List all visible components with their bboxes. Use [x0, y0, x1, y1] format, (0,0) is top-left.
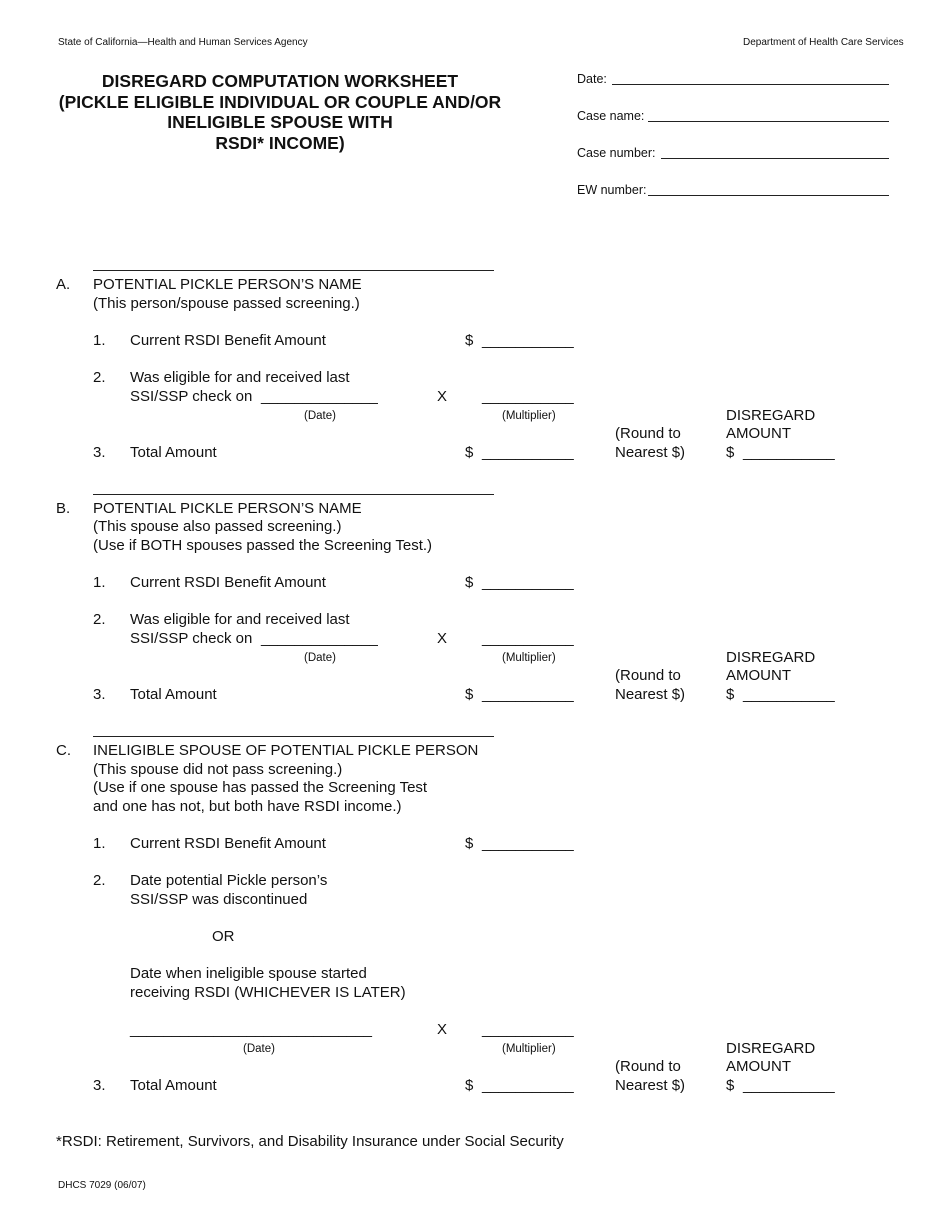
- section-b-name-label: POTENTIAL PICKLE PERSON’S NAME: [93, 500, 362, 517]
- section-b-item1-label: Current RSDI Benefit Amount: [130, 574, 326, 591]
- ew-number-label: EW number:: [577, 183, 647, 197]
- section-b-letter: B.: [56, 500, 71, 517]
- section-a-total-field[interactable]: ___________: [482, 444, 574, 461]
- section-a-item2-date-field[interactable]: ______________: [261, 388, 378, 405]
- section-c-item2-num: 2.: [93, 872, 106, 889]
- form-number: DHCS 7029 (06/07): [58, 1180, 146, 1191]
- section-b-item3-num: 3.: [93, 686, 106, 703]
- section-a-name-field[interactable]: [93, 270, 494, 271]
- agency-left: State of California—Health and Human Services Agency: [58, 37, 308, 48]
- section-c-date-field[interactable]: _____________________________: [130, 1021, 372, 1038]
- section-c-total-dollar: $: [465, 1077, 474, 1094]
- section-c-total-field[interactable]: ___________: [482, 1077, 574, 1094]
- section-c-date-note: (Date): [243, 1043, 275, 1055]
- date-field[interactable]: [612, 84, 889, 85]
- section-c-item2-line1: Date potential Pickle person’s: [130, 872, 328, 889]
- section-c-amount: AMOUNT: [726, 1058, 791, 1075]
- section-b-item2-line2: SSI/SSP check on: [130, 630, 253, 647]
- section-c-disregard-dollar: $: [726, 1077, 735, 1094]
- section-b-total-field[interactable]: ___________: [482, 686, 574, 703]
- section-a-item1-label: Current RSDI Benefit Amount: [130, 332, 326, 349]
- title-line-2: (PICKLE ELIGIBLE INDIVIDUAL OR COUPLE AND/OR: [58, 91, 502, 112]
- section-b-round-to: (Round to: [615, 667, 681, 684]
- section-a-letter: A.: [56, 276, 71, 293]
- date-label: Date:: [577, 72, 607, 86]
- section-c-note-3: and one has not, but both have RSDI income.): [93, 798, 402, 815]
- ew-number-field[interactable]: [648, 195, 889, 196]
- section-b-disregard-dollar: $: [726, 686, 735, 703]
- section-c-note-1: (This spouse did not pass screening.): [93, 761, 343, 778]
- section-b-item1-dollar: $: [465, 574, 474, 591]
- section-c-item1-num: 1.: [93, 835, 106, 852]
- section-a-item2-line2: SSI/SSP check on: [130, 388, 253, 405]
- section-a-disregard: DISREGARD: [726, 407, 816, 424]
- section-c-nearest: Nearest $): [615, 1077, 686, 1094]
- section-b-item2-num: 2.: [93, 611, 106, 628]
- case-number-label: Case number:: [577, 146, 656, 160]
- section-c-item1-label: Current RSDI Benefit Amount: [130, 835, 326, 852]
- case-name-label: Case name:: [577, 109, 645, 123]
- section-c-item1-dollar: $: [465, 835, 474, 852]
- section-a-note-1: (This person/spouse passed screening.): [93, 295, 360, 312]
- section-b-item2-date-field[interactable]: ______________: [261, 630, 378, 647]
- section-c-note-2: (Use if one spouse has passed the Screening Test: [93, 779, 428, 796]
- section-b-amount: AMOUNT: [726, 667, 791, 684]
- section-a-multiplier-note: (Multiplier): [502, 410, 556, 422]
- section-c-item3-num: 3.: [93, 1077, 106, 1094]
- section-a-nearest: Nearest $): [615, 444, 686, 461]
- form-title: [45, 71, 515, 153]
- title-line-3: INELIGIBLE SPOUSE WITH: [167, 112, 393, 132]
- section-b-disregard: DISREGARD: [726, 649, 816, 666]
- footnote: *RSDI: Retirement, Survivors, and Disability Insurance under Social Security: [56, 1133, 564, 1150]
- section-a-item3-num: 3.: [93, 444, 106, 461]
- section-b-name-field[interactable]: [93, 494, 494, 495]
- section-a-item3-label: Total Amount: [130, 444, 217, 461]
- section-a-total-dollar: $: [465, 444, 474, 461]
- section-c-multiplier-field[interactable]: ___________: [482, 1021, 574, 1038]
- section-a-item2-line1: Was eligible for and received last: [130, 369, 350, 386]
- title-line-1: DISREGARD COMPUTATION WORKSHEET: [101, 71, 459, 91]
- section-c-item2-alt-line2: receiving RSDI (WHICHEVER IS LATER): [130, 984, 406, 1001]
- section-a-name-label: POTENTIAL PICKLE PERSON’S NAME: [93, 276, 362, 293]
- section-b-total-dollar: $: [465, 686, 474, 703]
- section-a-item2-num: 2.: [93, 369, 106, 386]
- section-c-round-to: (Round to: [615, 1058, 681, 1075]
- section-a-multiplier-field[interactable]: ___________: [482, 388, 574, 405]
- section-b-note-2: (Use if BOTH spouses passed the Screening Test.): [93, 537, 433, 554]
- section-c-disregard-field[interactable]: ___________: [743, 1077, 835, 1094]
- section-a-item1-num: 1.: [93, 332, 106, 349]
- section-c-name-label: INELIGIBLE SPOUSE OF POTENTIAL PICKLE PERSON: [93, 742, 479, 759]
- section-b-note-1: (This spouse also passed screening.): [93, 518, 342, 535]
- section-b-multiplier-field[interactable]: ___________: [482, 630, 574, 647]
- section-c-multiplier-note: (Multiplier): [502, 1043, 556, 1055]
- section-a-item1-amount-field[interactable]: ___________: [482, 332, 574, 349]
- section-a-times: X: [437, 388, 448, 405]
- section-c-disregard: DISREGARD: [726, 1040, 816, 1057]
- section-b-item3-label: Total Amount: [130, 686, 217, 703]
- section-c-item3-label: Total Amount: [130, 1077, 217, 1094]
- section-c-item2-line2: SSI/SSP was discontinued: [130, 891, 308, 908]
- section-b-item2-line1: Was eligible for and received last: [130, 611, 350, 628]
- section-c-name-field[interactable]: [93, 736, 494, 737]
- section-b-multiplier-note: (Multiplier): [502, 652, 556, 664]
- section-c-or: OR: [212, 928, 235, 945]
- section-a-amount: AMOUNT: [726, 425, 791, 442]
- section-c-item2-alt-line1: Date when ineligible spouse started: [130, 965, 367, 982]
- section-a-disregard-dollar: $: [726, 444, 735, 461]
- section-b-date-note: (Date): [304, 652, 336, 664]
- section-b-item1-num: 1.: [93, 574, 106, 591]
- section-a-item1-dollar: $: [465, 332, 474, 349]
- section-c-times: X: [437, 1021, 448, 1038]
- section-b-item1-amount-field[interactable]: ___________: [482, 574, 574, 591]
- section-c-item1-amount-field[interactable]: ___________: [482, 835, 574, 852]
- section-b-times: X: [437, 630, 448, 647]
- agency-right: Department of Health Care Services: [743, 37, 904, 48]
- section-a-disregard-field[interactable]: ___________: [743, 444, 835, 461]
- section-a-round-to: (Round to: [615, 425, 681, 442]
- section-b-nearest: Nearest $): [615, 686, 686, 703]
- case-name-field[interactable]: [648, 121, 889, 122]
- section-c-letter: C.: [56, 742, 71, 759]
- section-a-date-note: (Date): [304, 410, 336, 422]
- section-b-disregard-field[interactable]: ___________: [743, 686, 835, 703]
- case-number-field[interactable]: [661, 158, 889, 159]
- title-line-4: RSDI* INCOME): [215, 132, 345, 153]
